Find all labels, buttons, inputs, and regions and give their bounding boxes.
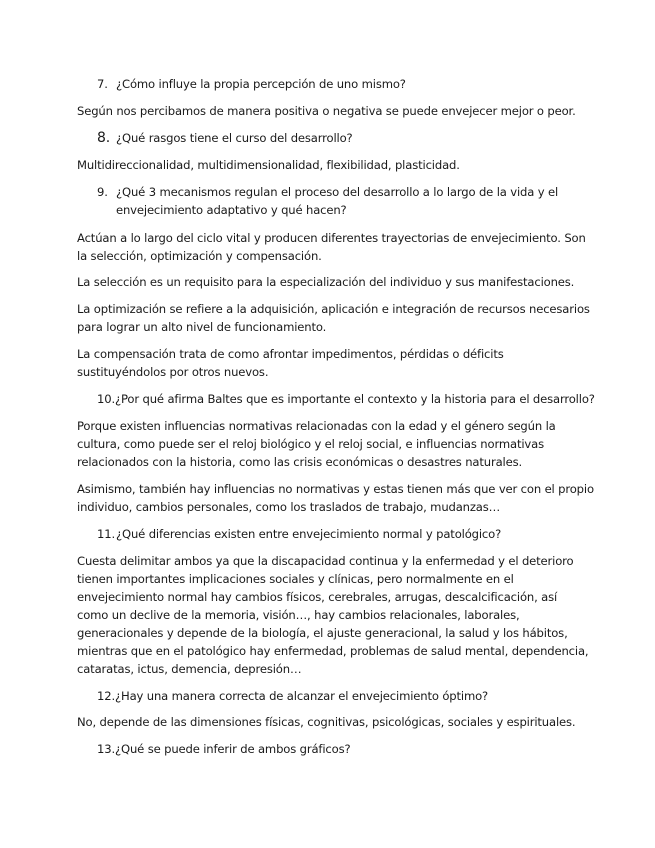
answer-line: Porque existen influencias normativas relacionadas con la edad y el género según la: [77, 419, 556, 433]
answer-line: La optimización se refiere a la adquisición, aplicación e integración de recursos necesarios: [77, 302, 590, 316]
answer-line: individuo, cambios personales, como los traslados de trabajo, mudanzas…: [77, 500, 501, 514]
answer-line: mientras que en el patológico hay enfermedad, problemas de salud mental, dependencia,: [77, 644, 589, 658]
question-text: [116, 183, 558, 219]
answer-9-intro: [77, 229, 586, 265]
question-line: envejecimiento adaptativo y qué hacen?: [116, 203, 347, 217]
question-number: 7.: [97, 77, 108, 91]
question-number: 8.: [97, 130, 111, 146]
answer-line: para lograr un alto nivel de funcionamiento.: [77, 320, 327, 334]
question-text: ¿Qué diferencias existen entre envejecimiento normal y patológico?: [116, 527, 502, 541]
question-text: ¿Por qué afirma Baltes que es importante el contexto y la historia para el desarrollo?: [115, 392, 595, 406]
answer-line: Cuesta delimitar ambos ya que la discapacidad continua y la enfermedad y el deterioro: [77, 554, 574, 568]
answer-12: [77, 713, 575, 731]
answer-9-compensacion: [77, 345, 504, 381]
question-text: ¿Cómo influye la propia percepción de uno mismo?: [116, 77, 406, 91]
answer-line: Según nos percibamos de manera positiva o negativa se puede envejecer mejor o peor.: [77, 104, 576, 118]
question-number: 11.: [97, 527, 115, 541]
answer-line: envejecimiento normal hay cambios físicos, cerebrales, arrugas, descalcificación, así: [77, 590, 558, 604]
answer-line: La compensación trata de como afrontar impedimentos, pérdidas o déficits: [77, 347, 504, 361]
answer-line: tienen importantes implicaciones sociales y clínicas, pero normalmente en el: [77, 572, 514, 586]
answer-line: relacionados con la historia, como las crisis económicas o desastres naturales.: [77, 455, 523, 469]
question-number: 13.: [97, 742, 115, 756]
answer-8: [77, 156, 460, 174]
answer-9-seleccion: [77, 273, 574, 291]
answer-line: cataratas, ictus, demencia, depresión…: [77, 662, 302, 676]
answer-11: [77, 552, 588, 678]
answer-line: la selección, optimización y compensación.: [77, 249, 322, 263]
answer-line: como un declive de la memoria, visión…, hay cambios relacionales, laborales,: [77, 608, 520, 622]
answer-7: [77, 102, 576, 120]
answer-line: Multidireccionalidad, multidimensionalidad, flexibilidad, plasticidad.: [77, 158, 460, 172]
question-text: ¿Qué rasgos tiene el curso del desarrollo?: [116, 131, 353, 145]
answer-line: sustituyéndolos por otros nuevos.: [77, 365, 269, 379]
answer-line: Asimismo, también hay influencias no normativas y estas tienen más que ver con el propio: [77, 482, 594, 496]
answer-9-optimizacion: [77, 300, 590, 336]
question-number: 9.: [97, 185, 108, 199]
question-text: ¿Hay una manera correcta de alcanzar el envejecimiento óptimo?: [115, 689, 489, 703]
answer-line: La selección es un requisito para la especialización del individuo y sus manifestaciones.: [77, 275, 575, 289]
answer-line: generacionales y depende de la biología, el ajuste generacional, la salud y los hábitos,: [77, 626, 568, 640]
answer-line: Actúan a lo largo del ciclo vital y producen diferentes trayectorias de envejecimiento. Son: [77, 231, 586, 245]
answer-10-no-normativas: [77, 480, 594, 516]
answer-10-normativas: [77, 417, 556, 471]
answer-line: No, depende de las dimensiones físicas, cognitivas, psicológicas, sociales y espirituales.: [77, 715, 576, 729]
question-text: ¿Qué se puede inferir de ambos gráficos?: [115, 742, 351, 756]
question-line: ¿Qué 3 mecanismos regulan el proceso del desarrollo a lo largo de la vida y el: [116, 185, 559, 199]
answer-line: cultura, como puede ser el reloj biológico y el reloj social, e influencias normativas: [77, 437, 544, 451]
question-number: 10.: [97, 392, 115, 406]
question-number: 12.: [97, 689, 115, 703]
